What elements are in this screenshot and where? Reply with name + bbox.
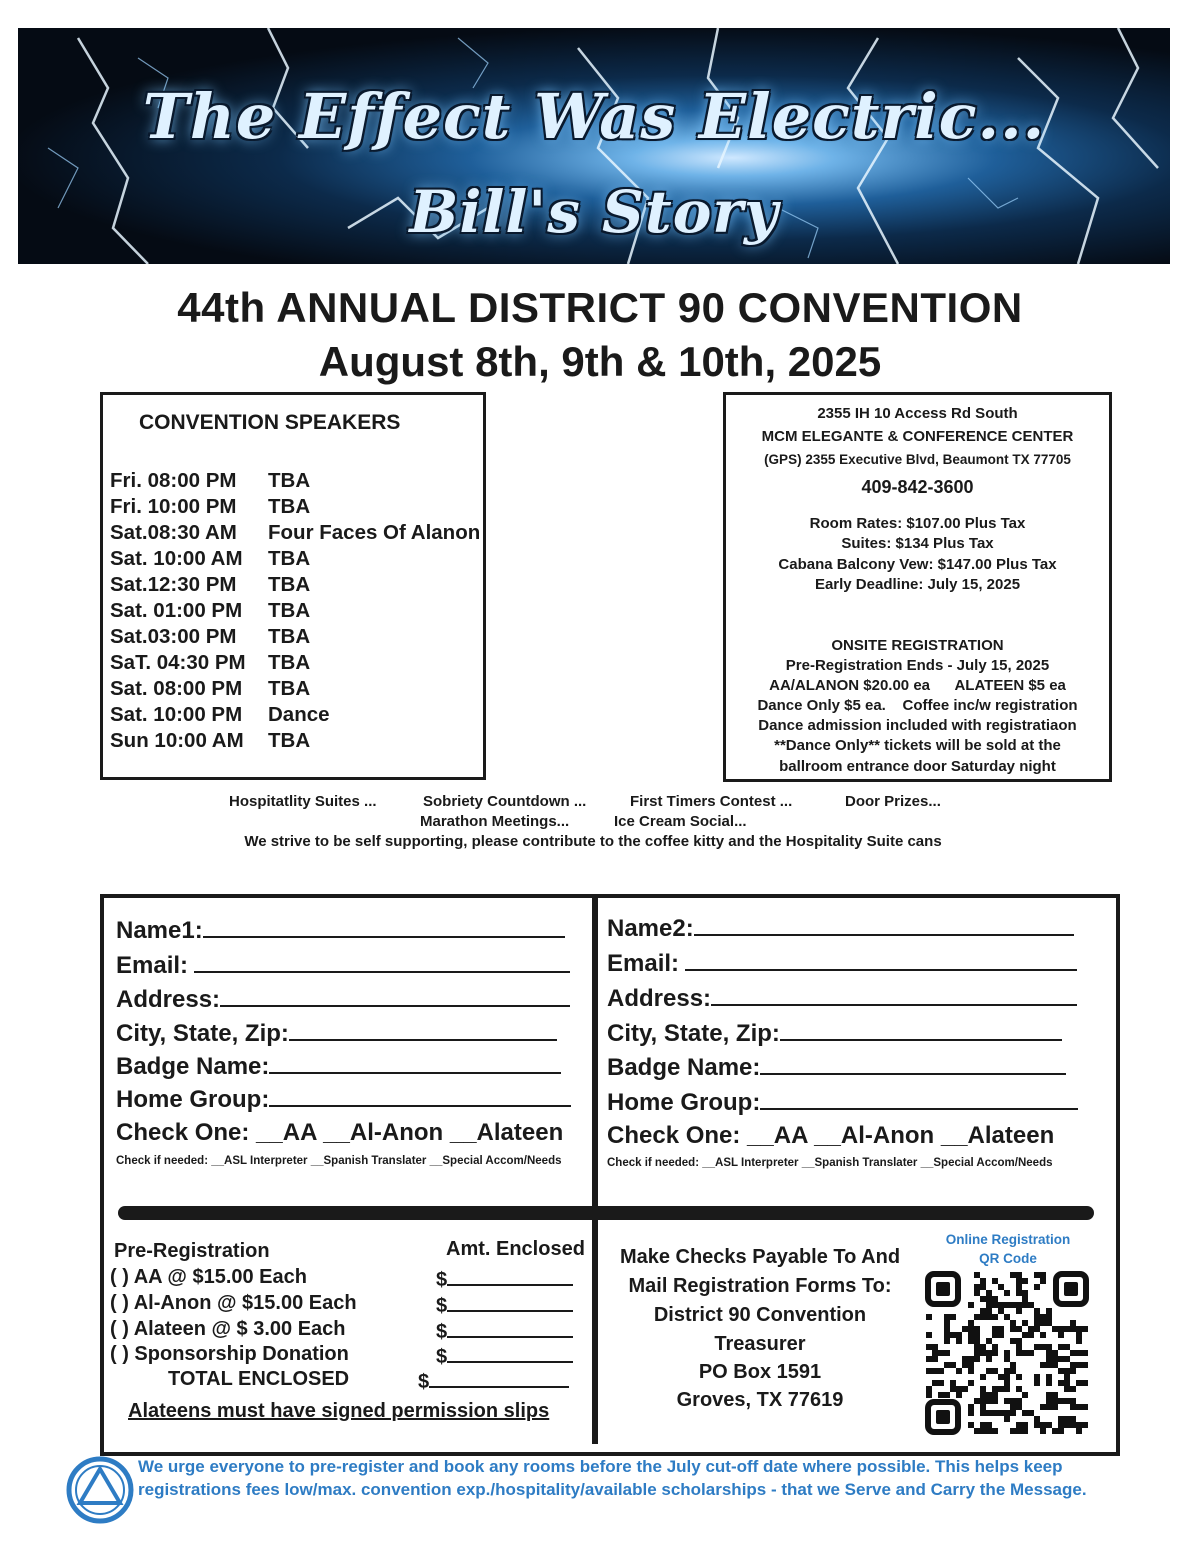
amount-alateen[interactable] xyxy=(436,1318,573,1344)
speaker-time: Sat. 01:00 PM xyxy=(110,599,243,622)
address1-line xyxy=(220,985,570,1007)
prereg-alateen[interactable]: ( ) Alateen @ $ 3.00 Each xyxy=(110,1318,346,1340)
header-banner xyxy=(18,28,1170,264)
badge2-label: Badge Name: xyxy=(607,1054,761,1081)
speaker-row xyxy=(110,677,310,701)
speaker-name: TBA xyxy=(268,495,311,518)
name1-field[interactable] xyxy=(116,916,565,945)
speaker-row xyxy=(110,521,480,545)
badge2-line xyxy=(760,1053,1066,1075)
speaker-name: TBA xyxy=(268,651,311,674)
prereg-heading: Pre-Registration xyxy=(114,1240,270,1262)
footer-message: We urge everyone to pre-register and book any rooms before the July cut-off date where possible. This helps keep registrations fees low/max. convention exp./hospitality/available scholarships - that we Serve and Carry the Message. xyxy=(138,1457,1087,1499)
check-needed-1[interactable]: Check if needed: __ASL Interpreter __Spanish Translater __Special Accom/Needs xyxy=(116,1155,562,1167)
dollar-sign: $ xyxy=(418,1371,430,1393)
speaker-name: TBA xyxy=(268,625,311,648)
amount-alanon[interactable] xyxy=(436,1292,573,1318)
qr-label xyxy=(930,1230,1086,1268)
speaker-row xyxy=(110,703,330,727)
dance-tickets: **Dance Only** tickets will be sold at the xyxy=(774,737,1061,754)
feature-marathon: Marathon Meetings... xyxy=(420,813,570,830)
speaker-name: Dance xyxy=(268,703,330,726)
alateen-permission-note: Alateens must have signed permission slips xyxy=(128,1400,550,1422)
check-needed-2[interactable]: Check if needed: __ASL Interpreter __Spanish Translater __Special Accom/Needs xyxy=(607,1157,1053,1169)
speaker-time: Sat.12:30 PM xyxy=(110,573,237,596)
amount-aa[interactable] xyxy=(436,1266,573,1292)
amount-total[interactable] xyxy=(418,1368,569,1394)
convention-title: 44th ANNUAL DISTRICT 90 CONVENTION xyxy=(177,284,1023,331)
total-enclosed-label: TOTAL ENCLOSED xyxy=(168,1368,350,1390)
mail-line-4: Treasurer xyxy=(714,1333,806,1355)
speaker-name: TBA xyxy=(268,729,311,752)
support-note: We strive to be self supporting, please contribute to the coffee kitty and the Hospitality Suite cans xyxy=(244,833,942,850)
dollar-sign: $ xyxy=(436,1346,448,1368)
column-divider xyxy=(592,898,598,1444)
venue-gps: (GPS) 2355 Executive Blvd, Beaumont TX 77705 xyxy=(764,452,1071,467)
speaker-row xyxy=(110,547,310,571)
venue-box xyxy=(723,392,1112,782)
speaker-row xyxy=(110,495,310,519)
address1-label: Address: xyxy=(116,986,221,1013)
name2-label: Name2: xyxy=(607,915,694,942)
speaker-time: Sat. 10:00 AM xyxy=(110,547,243,570)
convention-dates: August 8th, 9th & 10th, 2025 xyxy=(318,338,882,385)
aa-circle-triangle-logo xyxy=(66,1456,134,1524)
badge1-line xyxy=(269,1052,561,1074)
banner-subtitle: Bill's Story xyxy=(409,178,779,246)
feature-hospitality: Hospitatlity Suites ... xyxy=(229,793,377,810)
mail-line-6: Groves, TX 77619 xyxy=(676,1389,844,1411)
venue-phone: 409-842-3600 xyxy=(861,477,974,497)
qr-label-line1: Online Registration xyxy=(945,1232,1071,1247)
amt-enclosed-heading: Amt. Enclosed xyxy=(446,1238,585,1260)
check-one-1[interactable]: Check One: __AA __Al-Anon __Alateen xyxy=(116,1119,564,1146)
amount-line xyxy=(447,1318,573,1338)
cabana-rates: Cabana Balcony Vew: $147.00 Plus Tax xyxy=(778,556,1057,573)
mail-line-5: PO Box 1591 xyxy=(698,1361,822,1383)
badge2-field[interactable] xyxy=(607,1053,1066,1082)
address2-label: Address: xyxy=(607,985,712,1012)
city1-label: City, State, Zip: xyxy=(116,1020,289,1047)
dollar-sign: $ xyxy=(436,1321,448,1343)
dance-only: Dance Only $5 ea. Coffee inc/w registration xyxy=(757,697,1078,714)
homegroup2-field[interactable] xyxy=(607,1088,1078,1117)
city2-label: City, State, Zip: xyxy=(607,1020,780,1047)
mail-line-2: Mail Registration Forms To: xyxy=(628,1275,892,1297)
amount-line xyxy=(447,1266,573,1286)
feature-sobriety: Sobriety Countdown ... xyxy=(423,793,587,810)
speaker-row xyxy=(110,599,310,623)
prereg-aa[interactable]: ( ) AA @ $15.00 Each xyxy=(110,1266,307,1288)
suite-rates: Suites: $134 Plus Tax xyxy=(841,535,994,552)
speaker-name: TBA xyxy=(268,677,311,700)
qr-label-line2: QR Code xyxy=(979,1251,1037,1266)
address2-line xyxy=(711,984,1077,1006)
name1-label: Name1: xyxy=(116,917,203,944)
row-divider xyxy=(118,1206,1094,1220)
prereg-sponsorship[interactable]: ( ) Sponsorship Donation xyxy=(110,1343,349,1365)
venue-address: 2355 IH 10 Access Rd South xyxy=(817,405,1018,422)
city1-line xyxy=(289,1019,557,1041)
email1-label: Email: xyxy=(116,952,189,979)
speaker-time: Fri. 08:00 PM xyxy=(110,469,237,492)
feature-ice-cream: Ice Cream Social... xyxy=(614,813,747,830)
homegroup2-label: Home Group: xyxy=(607,1089,761,1116)
badge1-field[interactable] xyxy=(116,1052,561,1081)
mail-line-3: District 90 Convention xyxy=(653,1304,867,1326)
speaker-time: SaT. 04:30 PM xyxy=(110,651,246,674)
email2-line xyxy=(685,949,1077,971)
speaker-time: Sat.03:00 PM xyxy=(110,625,237,648)
mail-line-1: Make Checks Payable To And xyxy=(619,1246,901,1268)
early-deadline: Early Deadline: July 15, 2025 xyxy=(814,576,1021,593)
amount-sponsorship[interactable] xyxy=(436,1343,573,1369)
address1-field[interactable] xyxy=(116,985,570,1014)
homegroup1-line xyxy=(269,1085,571,1107)
speaker-time: Sat.08:30 AM xyxy=(110,521,237,544)
speakers-heading: CONVENTION SPEAKERS xyxy=(139,411,401,434)
speaker-time: Sat. 10:00 PM xyxy=(110,703,243,726)
homegroup1-field[interactable] xyxy=(116,1085,571,1114)
amount-line xyxy=(447,1343,573,1363)
name1-line xyxy=(203,916,565,938)
email1-line xyxy=(194,951,570,973)
speaker-row xyxy=(110,573,310,597)
city2-field[interactable] xyxy=(607,1019,1062,1048)
banner-title: The Effect Was Electric... xyxy=(142,80,1046,153)
email2-field[interactable] xyxy=(607,949,1077,978)
speaker-name: TBA xyxy=(268,599,311,622)
venue-name: MCM ELEGANTE & CONFERENCE CENTER xyxy=(761,428,1074,445)
prereg-ends: Pre-Registration Ends - July 15, 2025 xyxy=(785,657,1050,674)
speaker-time: Fri. 10:00 PM xyxy=(110,495,237,518)
dance-admission: Dance admission included with registratiaon xyxy=(758,717,1077,734)
speaker-row xyxy=(110,625,310,649)
room-rates: Room Rates: $107.00 Plus Tax xyxy=(809,515,1026,532)
amount-line xyxy=(429,1368,569,1388)
speakers-box xyxy=(100,392,486,780)
homegroup1-label: Home Group: xyxy=(116,1086,270,1113)
prereg-alanon[interactable]: ( ) Al-Anon @ $15.00 Each xyxy=(110,1292,357,1314)
speaker-time: Sat. 08:00 PM xyxy=(110,677,243,700)
speaker-row xyxy=(110,651,310,675)
badge1-label: Badge Name: xyxy=(116,1053,270,1080)
onsite-heading: ONSITE REGISTRATION xyxy=(831,637,1004,654)
dollar-sign: $ xyxy=(436,1269,448,1291)
homegroup2-line xyxy=(760,1088,1078,1110)
speaker-time: Sun 10:00 AM xyxy=(110,729,244,752)
ballroom-note: ballroom entrance door Saturday night xyxy=(779,758,1056,775)
speaker-name: TBA xyxy=(268,469,311,492)
email2-label: Email: xyxy=(607,950,680,977)
qr-code-icon[interactable] xyxy=(924,1270,1090,1436)
check-one-2[interactable]: Check One: __AA __Al-Anon __Alateen xyxy=(607,1122,1055,1149)
speaker-name: TBA xyxy=(268,573,311,596)
address2-field[interactable] xyxy=(607,984,1077,1013)
city1-field[interactable] xyxy=(116,1019,557,1048)
speaker-name: Four Faces Of Alanon xyxy=(268,521,481,544)
speaker-row xyxy=(110,469,310,493)
email1-field[interactable] xyxy=(116,951,570,980)
name2-line xyxy=(694,914,1074,936)
dollar-sign: $ xyxy=(436,1295,448,1317)
speaker-name: TBA xyxy=(268,547,311,570)
amount-line xyxy=(447,1292,573,1312)
feature-first-timers: First Timers Contest ... xyxy=(630,793,793,810)
onsite-prices: AA/ALANON $20.00 ea ALATEEN $5 ea xyxy=(769,677,1066,694)
name2-field[interactable] xyxy=(607,914,1074,943)
speaker-row xyxy=(110,729,310,753)
feature-door-prizes: Door Prizes... xyxy=(845,793,941,810)
city2-line xyxy=(780,1019,1062,1041)
